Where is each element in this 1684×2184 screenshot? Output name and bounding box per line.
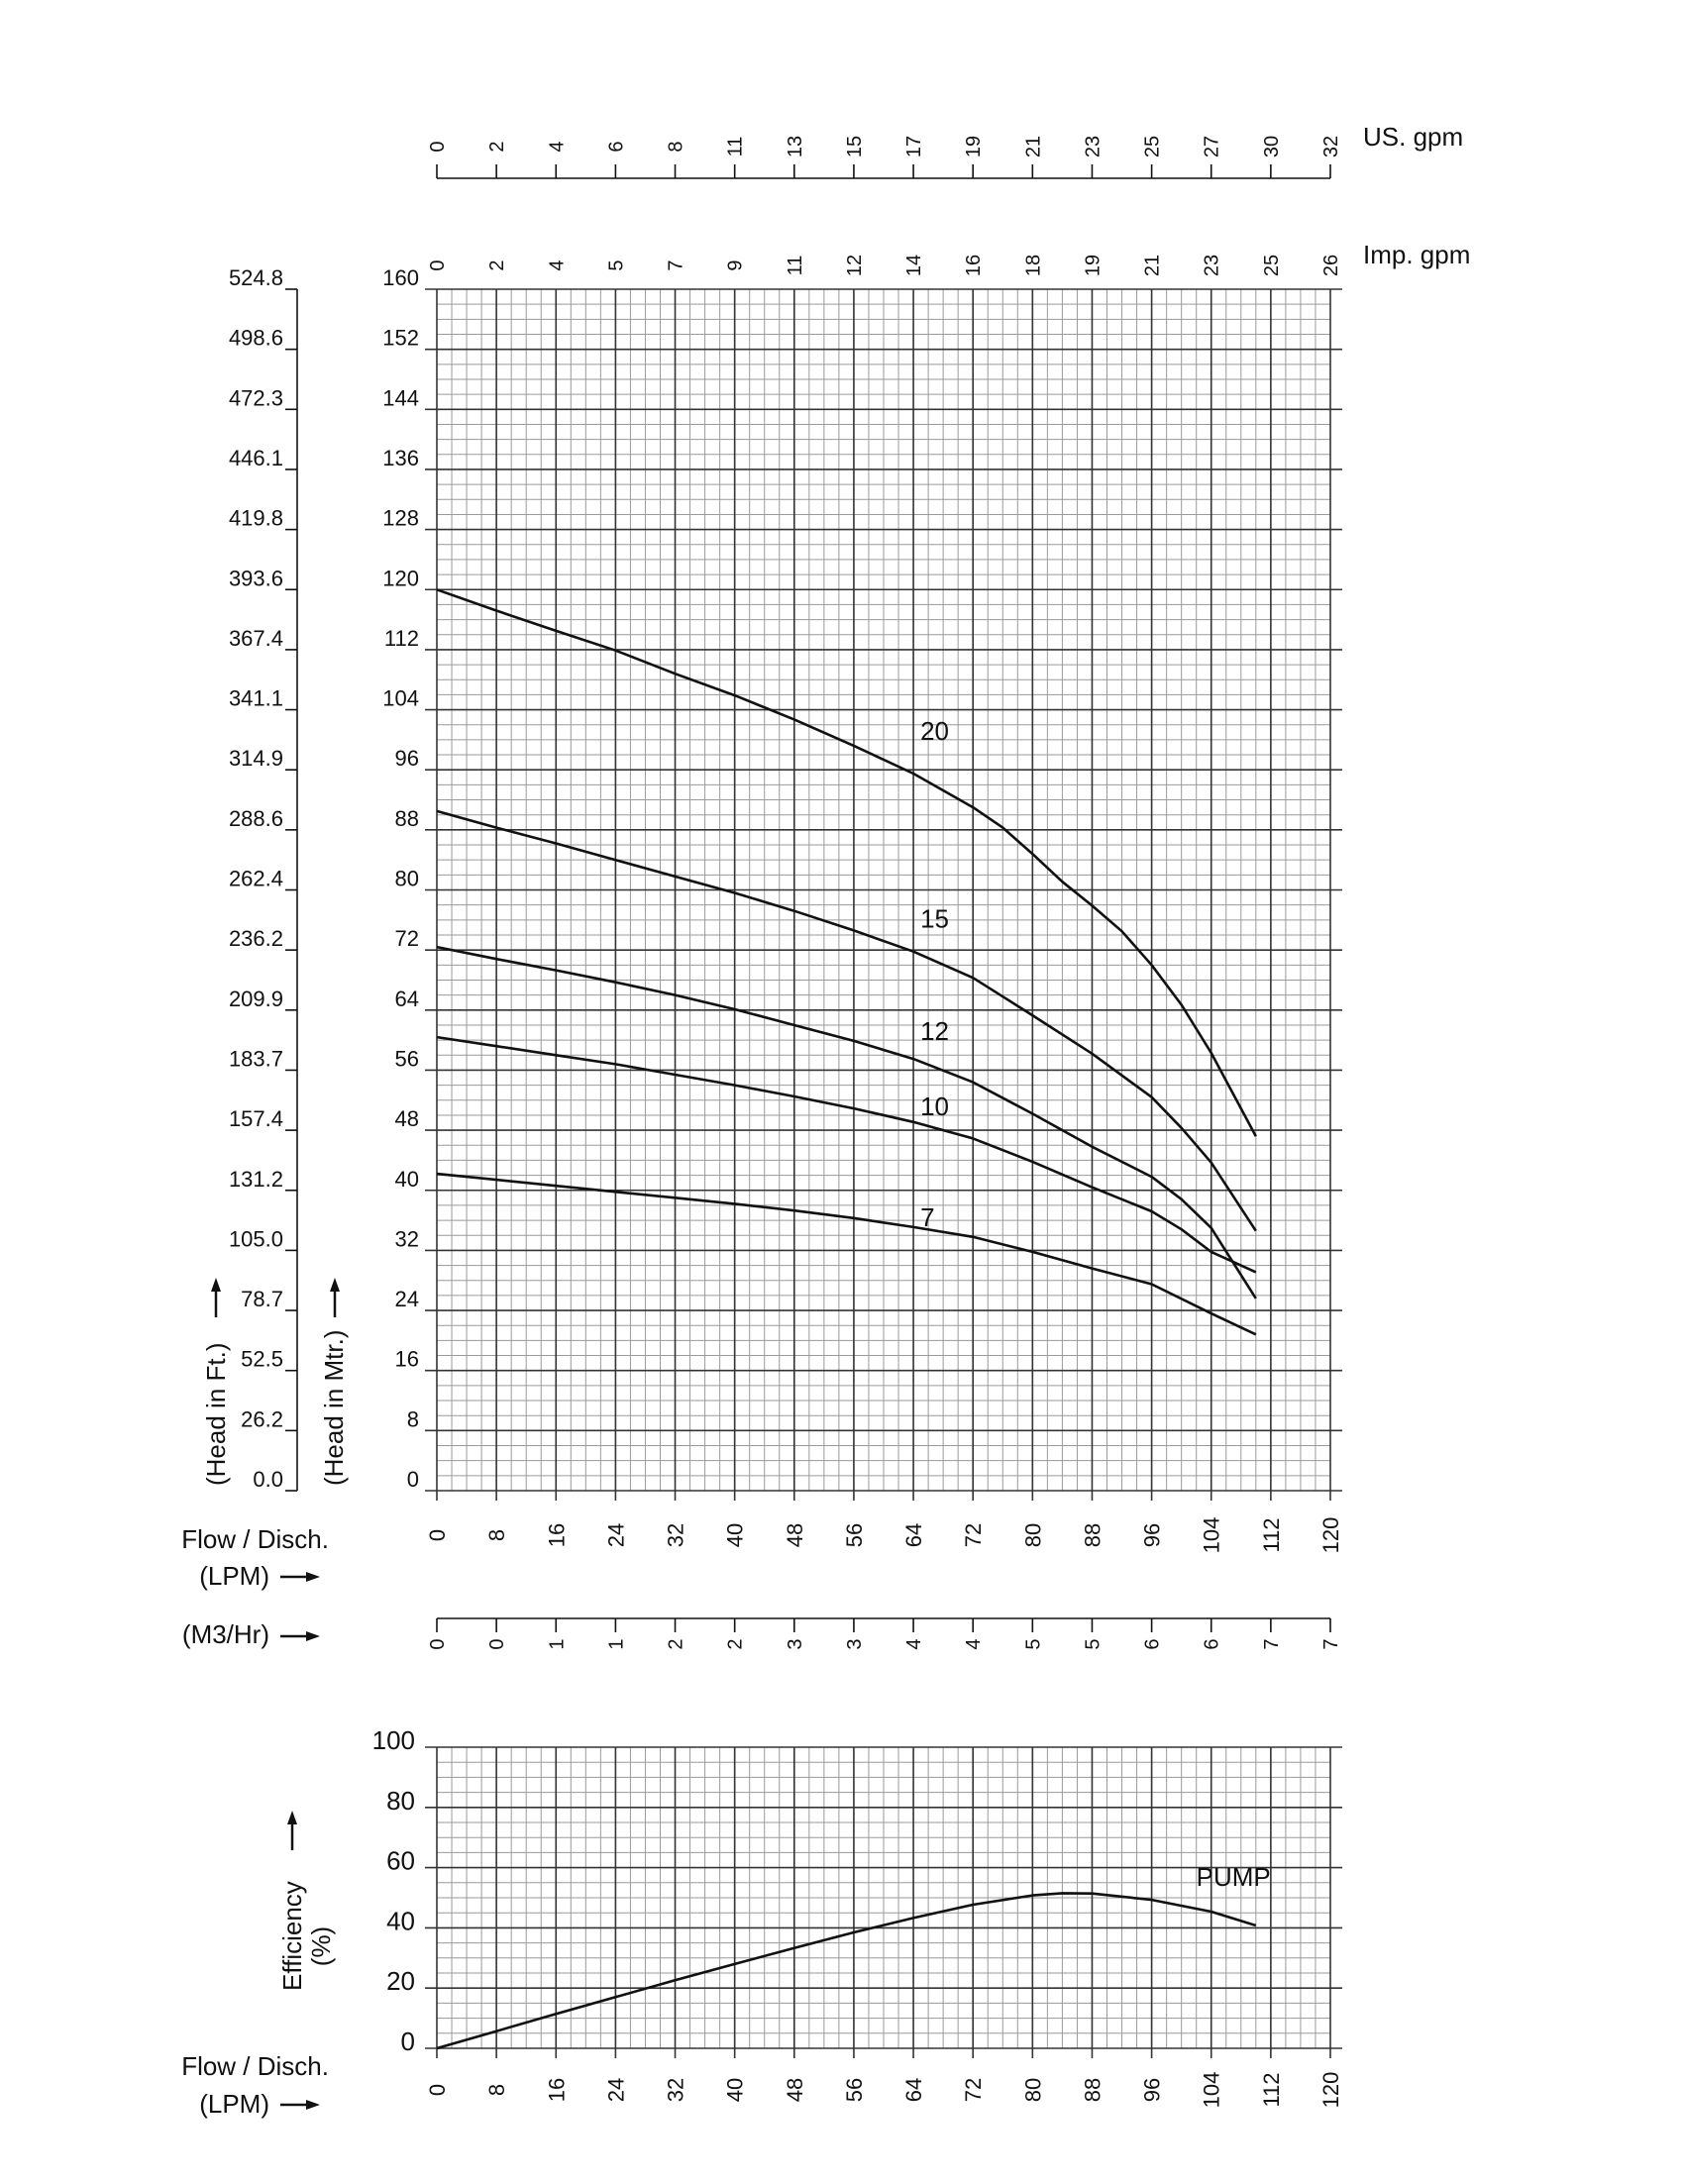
head-m-tick-label: 48 (394, 1106, 419, 1132)
us-gpm-tick-label: 27 (1201, 135, 1223, 158)
imp-gpm-tick-label: 21 (1141, 254, 1164, 277)
eff-x-tick-label: 64 (901, 2077, 927, 2103)
head-m-tick-label: 136 (382, 445, 419, 470)
head-m-tick-label: 56 (394, 1046, 419, 1072)
us-gpm-tick-label: 15 (843, 135, 866, 158)
eff-lpm-arrow-icon (306, 2100, 320, 2110)
m3hr-tick-label: 6 (1141, 1638, 1164, 1650)
us-gpm-tick-label: 19 (963, 135, 986, 158)
m3hr-tick-label: 5 (1022, 1638, 1045, 1650)
eff-x-tick-label: 104 (1199, 2071, 1224, 2109)
head-m-tick-label: 24 (394, 1287, 419, 1312)
us-gpm-tick-label: 21 (1022, 135, 1045, 158)
head-lpm-tick-label: 40 (722, 1522, 748, 1548)
eff-x-tick-label: 80 (1020, 2077, 1046, 2103)
eff-x-tick-label: 72 (961, 2077, 987, 2103)
head-m-tick-label: 0 (406, 1467, 419, 1492)
m3hr-label: (M3/Hr) (181, 1619, 269, 1649)
eff-x-tick-label: 16 (544, 2077, 570, 2103)
head-xlabel-unit: (LPM) (199, 1561, 269, 1591)
head-ft-tick-label: 262.4 (228, 866, 283, 891)
head-ft-tick-label: 236.2 (228, 926, 283, 952)
head-lpm-tick-label: 0 (425, 1528, 450, 1542)
head-m-tick-label: 8 (406, 1406, 419, 1432)
eff-xlabel: Flow / Disch. (181, 2051, 329, 2081)
us-gpm-tick-label: 17 (903, 135, 926, 158)
eff-curve-label: PUMP (1196, 1861, 1271, 1892)
us-gpm-tick-label: 2 (486, 141, 509, 153)
m3hr-arrow-icon (306, 1631, 320, 1641)
head-ft-tick-label: 524.8 (228, 265, 283, 290)
imp-gpm-tick-label: 0 (427, 260, 449, 271)
m3hr-tick-label: 0 (486, 1638, 509, 1650)
head-curve-label-15: 15 (920, 903, 949, 934)
eff-x-tick-label: 88 (1080, 2077, 1105, 2103)
head-curve-10 (437, 1037, 1256, 1272)
eff-y-tick-label: 40 (386, 1906, 415, 1936)
head-m-tick-label: 96 (394, 746, 419, 772)
head-m-tick-label: 80 (394, 866, 419, 891)
imp-gpm-tick-label: 2 (486, 260, 509, 271)
m3hr-tick-label: 7 (1260, 1638, 1283, 1650)
eff-y-tick-label: 60 (386, 1845, 415, 1876)
imp-gpm-tick-label: 14 (903, 254, 926, 277)
m3hr-tick-label: 1 (546, 1638, 569, 1650)
head-ft-tick-label: 498.6 (228, 325, 283, 351)
eff-x-tick-label: 56 (841, 2077, 867, 2103)
head-m-ylabel: (Head in Mtr.) (319, 1329, 349, 1486)
head-lpm-tick-label: 120 (1318, 1516, 1343, 1554)
eff-ylabel-unit: (%) (306, 1925, 336, 1967)
eff-curve-pump (437, 1893, 1256, 2048)
imp-gpm-tick-label: 11 (784, 255, 806, 276)
us-gpm-tick-label: 6 (605, 141, 628, 153)
head-curve-label-20: 20 (920, 715, 949, 746)
eff-x-tick-label: 24 (603, 2077, 629, 2103)
imp-gpm-tick-label: 19 (1082, 254, 1105, 277)
head-ft-ylabel: (Head in Ft.) (201, 1342, 231, 1486)
imp-gpm-tick-label: 9 (724, 260, 747, 271)
m3hr-tick-label: 3 (843, 1638, 866, 1650)
eff-y-tick-label: 20 (386, 1966, 415, 1997)
head-lpm-tick-label: 112 (1258, 1517, 1284, 1553)
lpm-arrow-icon (306, 1572, 320, 1582)
head-m-tick-label: 128 (382, 505, 419, 531)
head-ft-tick-label: 314.9 (228, 746, 283, 772)
head-ft-tick-label: 157.4 (228, 1106, 283, 1132)
head-ft-tick-label: 78.7 (241, 1287, 283, 1312)
eff-ylabel: Efficiency (277, 1881, 307, 1991)
head-curve-12 (437, 947, 1256, 1299)
us-gpm-tick-label: 13 (784, 135, 806, 158)
us-gpm-tick-label: 0 (427, 141, 449, 153)
head-ft-tick-label: 183.7 (228, 1046, 283, 1072)
eff-y-tick-label: 100 (371, 1725, 415, 1755)
head-ft-tick-label: 393.6 (228, 566, 283, 591)
us-gpm-tick-label: 4 (546, 141, 569, 153)
eff-x-tick-label: 8 (484, 2083, 510, 2097)
m3hr-tick-label: 0 (427, 1638, 449, 1650)
head-m-tick-label: 64 (394, 986, 419, 1011)
head-lpm-tick-label: 56 (841, 1522, 867, 1548)
head-m-tick-label: 120 (382, 566, 419, 591)
eff-x-tick-label: 96 (1139, 2077, 1165, 2103)
head-m-tick-label: 72 (394, 926, 419, 952)
head-curve-20 (437, 589, 1256, 1136)
head-ft-tick-label: 26.2 (241, 1406, 283, 1432)
head-lpm-tick-label: 80 (1020, 1522, 1046, 1548)
us-gpm-tick-label: 32 (1320, 135, 1342, 158)
us-gpm-tick-label: 30 (1260, 135, 1283, 158)
m3hr-tick-label: 6 (1201, 1638, 1223, 1650)
eff-y-tick-label: 80 (386, 1785, 415, 1816)
imp-gpm-tick-label: 16 (963, 254, 986, 277)
head-ft-tick-label: 0.0 (253, 1467, 283, 1492)
imp-gpm-tick-label: 5 (605, 260, 628, 271)
eff-x-tick-label: 0 (425, 2083, 450, 2097)
eff-x-tick-label: 40 (722, 2077, 748, 2103)
head-m-tick-label: 144 (382, 385, 419, 411)
head-ft-tick-label: 105.0 (228, 1226, 283, 1252)
us-gpm-axis-label: US. gpm (1363, 122, 1464, 152)
us-gpm-tick-label: 23 (1082, 135, 1105, 158)
head-lpm-tick-label: 8 (484, 1528, 510, 1542)
imp-gpm-tick-label: 18 (1022, 254, 1045, 277)
head-ft-arrow-icon (211, 1278, 221, 1292)
head-m-tick-label: 16 (394, 1346, 419, 1372)
head-m-tick-label: 112 (383, 625, 419, 651)
eff-arrow-icon (287, 1811, 297, 1824)
m3hr-tick-label: 4 (963, 1638, 986, 1650)
head-ft-tick-label: 341.1 (228, 685, 283, 711)
head-lpm-tick-label: 88 (1080, 1522, 1105, 1548)
m3hr-tick-label: 7 (1320, 1638, 1342, 1650)
head-m-tick-label: 152 (382, 325, 419, 351)
m3hr-tick-label: 5 (1082, 1638, 1105, 1650)
eff-x-tick-label: 120 (1318, 2071, 1343, 2109)
m3hr-tick-label: 3 (784, 1638, 806, 1650)
head-curve-label-10: 10 (920, 1091, 949, 1121)
head-lpm-tick-label: 104 (1199, 1516, 1224, 1554)
head-ft-tick-label: 472.3 (228, 385, 283, 411)
head-m-tick-label: 160 (382, 265, 419, 290)
eff-x-tick-label: 32 (663, 2077, 688, 2103)
m3hr-tick-label: 2 (665, 1638, 687, 1650)
imp-gpm-tick-label: 23 (1201, 254, 1223, 277)
imp-gpm-tick-label: 25 (1260, 254, 1283, 277)
head-lpm-tick-label: 16 (544, 1522, 570, 1548)
head-m-tick-label: 88 (394, 805, 419, 831)
head-ft-tick-label: 52.5 (241, 1346, 283, 1372)
head-m-tick-label: 32 (394, 1226, 419, 1252)
m3hr-tick-label: 2 (724, 1638, 747, 1650)
head-m-tick-label: 104 (382, 685, 419, 711)
us-gpm-tick-label: 11 (724, 136, 747, 157)
head-lpm-tick-label: 24 (603, 1522, 629, 1548)
head-ft-tick-label: 288.6 (228, 805, 283, 831)
imp-gpm-tick-label: 7 (665, 260, 687, 271)
head-lpm-tick-label: 64 (901, 1522, 927, 1548)
head-m-arrow-icon (330, 1278, 340, 1292)
m3hr-tick-label: 1 (605, 1638, 628, 1650)
head-lpm-tick-label: 32 (663, 1522, 688, 1548)
head-ft-tick-label: 131.2 (228, 1166, 283, 1192)
head-ft-tick-label: 419.8 (228, 505, 283, 531)
m3hr-tick-label: 4 (903, 1638, 926, 1650)
imp-gpm-axis-label: Imp. gpm (1363, 240, 1471, 269)
imp-gpm-tick-label: 4 (546, 260, 569, 271)
head-lpm-tick-label: 96 (1139, 1522, 1165, 1548)
head-ft-tick-label: 446.1 (228, 445, 283, 470)
head-curve-label-12: 12 (920, 1016, 949, 1047)
eff-y-tick-label: 0 (400, 2027, 415, 2056)
eff-x-tick-label: 112 (1258, 2072, 1284, 2108)
us-gpm-tick-label: 25 (1141, 135, 1164, 158)
head-xlabel: Flow / Disch. (181, 1524, 329, 1554)
us-gpm-tick-label: 8 (665, 141, 687, 153)
head-m-tick-label: 40 (394, 1166, 419, 1192)
imp-gpm-tick-label: 26 (1320, 254, 1342, 277)
eff-x-tick-label: 48 (782, 2077, 807, 2103)
eff-xlabel-unit: (LPM) (199, 2089, 269, 2119)
imp-gpm-tick-label: 12 (843, 254, 866, 277)
head-ft-tick-label: 367.4 (228, 625, 283, 651)
head-lpm-tick-label: 48 (782, 1522, 807, 1548)
head-lpm-tick-label: 72 (961, 1522, 987, 1548)
head-ft-tick-label: 209.9 (228, 986, 283, 1011)
head-curve-label-7: 7 (920, 1202, 935, 1233)
